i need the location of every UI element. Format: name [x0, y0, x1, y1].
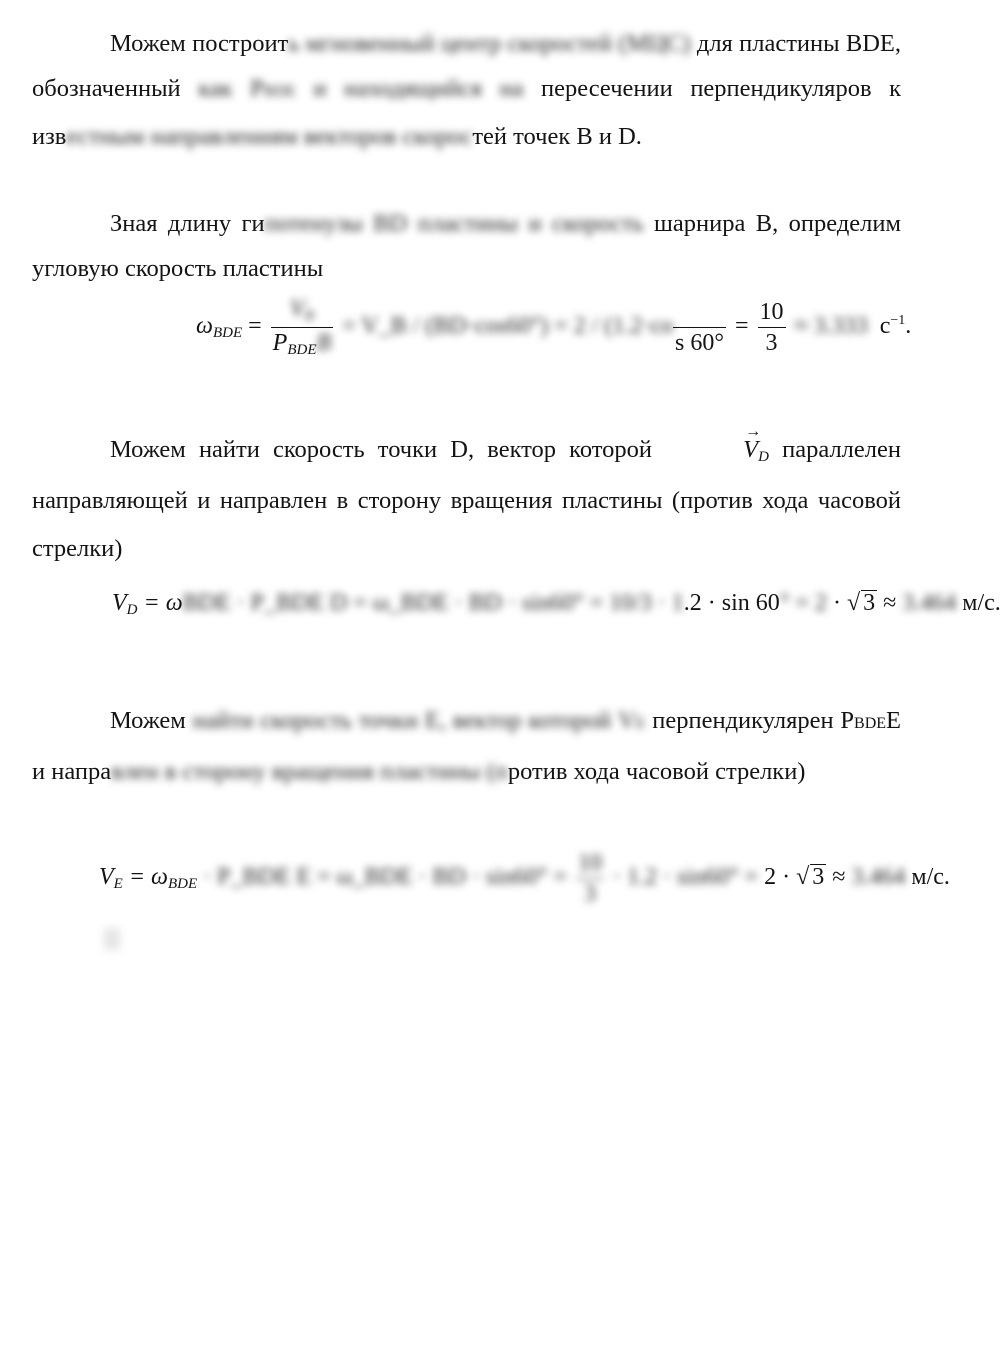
paragraph-3: Можем найти скорость точки D, вектор которой → VD параллелен направляющей и направлен в сторону вращения пластины (против хода часовой стрелки) [32, 426, 901, 573]
text: для пластины BDE, обозначенный [32, 30, 902, 102]
omega-symbol: ω [196, 313, 213, 340]
paragraph-1 [32, 21, 901, 159]
vector-vd: → V [665, 426, 758, 474]
equation-vd: VD = ωBDE · P_BDE D = ω_BDE · BD · sin60° = 10/3 · 1.2 · sin 60° = 2 · √ 3 ≈ 3.464 м/с. [112, 590, 1001, 618]
unit: м/с. [962, 590, 1001, 616]
blurred-value: 3.464 [851, 864, 906, 891]
blurred-text: влен в сторону вращения пластины (п [111, 758, 508, 785]
unit: c [879, 313, 891, 340]
blurred-equation: = V_B / (BD·cos60°) = 2 / (1.2·co [342, 313, 674, 340]
blurred-equation: BDE · P_BDE D = ω_BDE · BD · sin60° = 10/3 · 1 [182, 590, 684, 616]
blurred-mark [104, 928, 120, 950]
text: шарнира B, определим угловую скорость пластины [32, 210, 902, 282]
blurred-equation: · P_BDE E = ω_BDE · BD · sin60° = [203, 864, 567, 891]
text: ротив хода часовой стрелки) [507, 758, 806, 785]
text: параллелен направляющей и направлен в сторону вращения пластины (против хода часовой стрелки) [32, 436, 901, 562]
blurred-text: найти скорость точки E, вектор которой VE [192, 707, 646, 734]
text: E и напра [32, 707, 901, 785]
fraction-10-3: $\frac{10}{3}$ [577, 850, 602, 907]
sqrt-sign: √ [796, 864, 810, 891]
text: перпендикулярен P [645, 707, 855, 734]
blurred-text: ь мгновенный центр скоростей (МЦС) [288, 30, 697, 57]
equation-omega: ωBDE = $\frac{VB}{\text{PBDEB}}$ = V_B / (BD·cos60°) = 2 / (1.2·co s 60° = $\frac{10}{3}$ ≈ 3.333 $c^{-1}$. [196, 294, 911, 361]
text: тей точек B и D. [472, 123, 642, 150]
text: Можем найти скорость точки D, вектор которой [110, 436, 666, 463]
equation-ve: VE = ωBDE · P_BDE E = ω_BDE · BD · sin60° = $\frac{10}{3}$ · 1.2 · sin60° = 2 · √ 3 ≈ 3.464 м/с. [99, 850, 950, 907]
fraction-vb-pbde: $\frac{VB}{\text{PBDEB}}$ [272, 296, 332, 358]
text: пересечении перпендикуляров к изв [32, 75, 902, 150]
paragraph-4: Можем найти скорость точки E, вектор которой VE перпендикулярен PBDEE и направлен в сторону вращения пластины (против хода часовой стрелки) [32, 707, 901, 785]
blurred-text: потенузы BD пластины и скорость [264, 210, 644, 237]
sqrt-sign: √ [846, 590, 861, 616]
text: Можем построит [110, 30, 289, 57]
blurred-value: 3.464 [902, 590, 957, 616]
blurred-value: ≈ 3.333 [794, 313, 868, 340]
text: Можем [110, 707, 193, 734]
blurred-text: естным направлениям векторов скорос [66, 123, 473, 150]
paragraph-2 [32, 201, 901, 291]
text: Зная длину ги [110, 210, 265, 237]
unit: м/с. [905, 864, 950, 891]
fraction-10-3: $\frac{10}{3}$ [759, 299, 784, 356]
blurred-text: как PBDE и находящийся на [198, 75, 524, 102]
